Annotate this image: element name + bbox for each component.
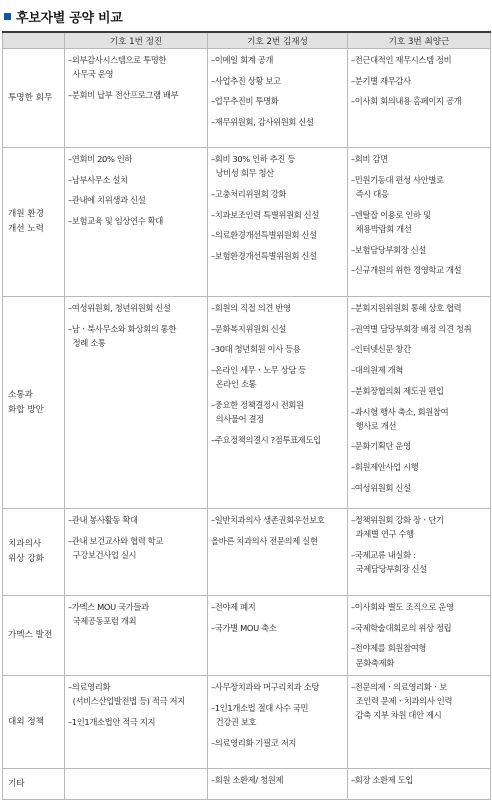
pledge-cell-candidate-1	[65, 769, 208, 800]
pledge-item: –문화복지위원회 신설	[211, 323, 287, 334]
pledge-cell-candidate-1	[65, 297, 208, 509]
pledge-item: –이사회와 별도 조직으로 운영	[351, 602, 454, 612]
table-row	[3, 49, 491, 148]
pledge-item: –의료영리화 (서비스산업발전법 등) 적극 저지	[68, 682, 185, 707]
pledge-cell-candidate-1	[65, 49, 208, 148]
pledge-item: –이메일 회계 공개	[211, 55, 274, 65]
pledge-item: –과시형 행사 축소, 회원참여 행사로 개선	[351, 406, 449, 431]
header-corner	[3, 32, 65, 49]
table-row	[3, 297, 491, 509]
pledge-item: –분기별 재무감사	[351, 75, 411, 86]
pledge-item: –고충처리위원회 강화	[211, 188, 287, 199]
row-category: 가멕스 발전	[3, 596, 65, 676]
table-row	[3, 769, 491, 800]
pledge-cell-candidate-3	[348, 297, 491, 509]
pledge-item: –대의원제 개혁	[351, 365, 404, 376]
pledge-item: –전근대적인 재무시스템 정비	[351, 55, 452, 65]
row-category: 소통과 화합 방안	[3, 297, 65, 509]
bullet-square-icon	[4, 13, 11, 20]
row-category: 기타	[3, 769, 65, 800]
pledge-item: –여성위원회 신설	[351, 482, 411, 493]
pledge-cell-candidate-3	[348, 596, 491, 676]
row-category: 대외 정책	[3, 676, 65, 769]
pledge-item: –연회비 20% 인하	[68, 154, 133, 164]
pledge-item: –1인1개소법안 적극 지지	[68, 716, 156, 727]
pledge-item: –관내 보건교사와 협력 학교 구강보건사업 실시	[68, 535, 163, 560]
pledge-item: –회원의 직접 의견 반영	[211, 303, 291, 313]
pledge-cell-candidate-3	[348, 49, 491, 148]
pledge-cell-candidate-2	[208, 676, 348, 769]
page-title: 후보자별 공약 비교	[16, 10, 123, 26]
pledge-item: –가멕스 MOU 국가들과 국제공동포럼 개최	[68, 602, 149, 627]
pledge-item: –회원제안사업 시행	[351, 462, 419, 473]
pledge-item: –회원 소환제/ 청원제	[211, 775, 284, 785]
pledge-cell-candidate-1	[65, 509, 208, 596]
pledge-item: –1인1개소법 절대 사수 국민 건강권 보호	[211, 702, 309, 727]
pledge-item: –회비 감면	[351, 154, 388, 164]
pledge-cell-candidate-1	[65, 148, 208, 297]
pledge-item: –의료환경개선특별위원회 신설	[211, 230, 317, 241]
pledge-item: –남부사무소 설치	[68, 174, 128, 185]
pledge-item: –분회비 납부 전산프로그램 배부	[68, 89, 179, 100]
pledge-item: –주요정책의결시 ?점투표제도입	[211, 434, 321, 445]
pledge-item: –업무추진비 투명화	[211, 96, 279, 107]
pledge-item: –신규개원의 위한 경영학교 개설	[351, 265, 462, 276]
pledge-item: –국가별 MOU 축소	[211, 622, 277, 633]
pledge-item: –권역별 담당부회장 배정 의견 청취	[351, 323, 472, 334]
pledge-item: –인터넷신문 창간	[351, 344, 411, 355]
pledge-item: –보험환경개선특별위원회 신설	[211, 251, 317, 262]
pledge-cell-candidate-2	[208, 148, 348, 297]
pledge-item: –회비 30% 인하 추진 등 낭비성 회무 청산	[211, 154, 295, 179]
pledge-item: –치과보조인력 특별위원회 신설	[211, 209, 320, 220]
pledge-item: –온라인 세무ㆍ노무 상담 등 온라인 소통	[211, 365, 306, 390]
pledge-item: –국제교류 내실화 : 국제담당부회장 신설	[351, 549, 427, 575]
pledge-item: –국제학술대회로의 위상 정립	[351, 622, 452, 633]
pledge-cell-candidate-2	[208, 297, 348, 509]
table-row	[3, 676, 491, 769]
header-candidate-3: 기호 3번 최양근	[348, 32, 491, 49]
pledge-cell-candidate-2	[208, 596, 348, 676]
row-category: 개원 환경 개선 노력	[3, 148, 65, 297]
row-category: 치과의사 위상 강화	[3, 509, 65, 596]
pledge-item: –회장 소환제 도입	[351, 775, 414, 785]
table-row	[3, 509, 491, 596]
pledge-item: –중요한 정책결정시 전회원 의사물어 결정	[211, 400, 304, 425]
pledge-item: –덴탈잡 이용로 인하 및 채용박람회 개선	[351, 209, 431, 234]
pledge-item: –사무장치과와 머구리치과 소탕	[211, 682, 320, 692]
pledge-cell-candidate-3	[348, 509, 491, 596]
pledge-cell-candidate-3	[348, 769, 491, 800]
table-row	[3, 148, 491, 297]
pledge-cell-candidate-2	[208, 49, 348, 148]
pledge-item: –정책위원회 강화 장ㆍ단기 과제별 연구 수행	[351, 515, 444, 540]
pledge-cell-candidate-1	[65, 676, 208, 769]
pledge-item: –사업추진 상황 보고	[211, 75, 281, 86]
table-row	[3, 596, 491, 676]
pledge-item: –민원기동대 편성 사안별로 즉시 대응	[351, 174, 444, 199]
header-candidate-2: 기호 2번 김재성	[208, 32, 348, 49]
pledge-item: –문화기획단 운영	[351, 441, 411, 452]
pledge-item: –보험교육 및 임상연수 확대	[68, 216, 163, 227]
pledge-item: 올바른 치과의사 전문의제 실현	[211, 535, 318, 546]
pledge-cell-candidate-2	[208, 509, 348, 596]
pledge-item: –분회장협의회 제도권 편입	[351, 385, 444, 396]
pledge-item: –여성위원회, 청년위원회 신설	[68, 303, 171, 313]
pledge-item: –분회지원위원회 통해 상호 협력	[351, 303, 462, 313]
pledge-cell-candidate-3	[348, 676, 491, 769]
pledge-item: –30대 청년회원 이사 등용	[211, 344, 301, 355]
pledge-item: –이사회 회의내용 홈페이지 공개	[351, 96, 462, 107]
table-header-row	[3, 32, 491, 49]
pledge-item: –관내에 치위생과 신설	[68, 195, 146, 206]
pledge-item: –전문의제ㆍ의료영리화ㆍ보 조인력 문제ㆍ치과의사 인력 감축 지부 차원 대안 제시	[351, 682, 453, 721]
pledge-item: –재무위원회, 감사위원회 신설	[211, 117, 314, 128]
pledge-item: –전야제 폐지	[211, 602, 256, 612]
header-candidate-1: 기호 1번 정진	[65, 32, 208, 49]
comparison-table	[2, 31, 491, 800]
section-title	[4, 6, 123, 26]
pledge-item: –전야제를 회원참여형 문화축제화	[351, 643, 427, 668]
pledge-item: –관내 봉사활동 확대	[68, 515, 138, 525]
pledge-item: –외부감사시스템으로 투명한 사무국 운영	[68, 55, 167, 80]
pledge-cell-candidate-2	[208, 769, 348, 800]
pledge-cell-candidate-1	[65, 596, 208, 676]
pledge-cell-candidate-3	[348, 148, 491, 297]
pledge-item: –보험담당부회장 신설	[351, 244, 427, 255]
pledge-item: –일반치과의사 생존권회우선보호	[211, 515, 325, 525]
pledge-item: –남ㆍ북사무소와 화상회의 통한 정례 소통	[68, 323, 177, 348]
row-category: 투명한 회무	[3, 49, 65, 148]
pledge-item: –의료영리화 기필코 저지	[211, 737, 297, 748]
